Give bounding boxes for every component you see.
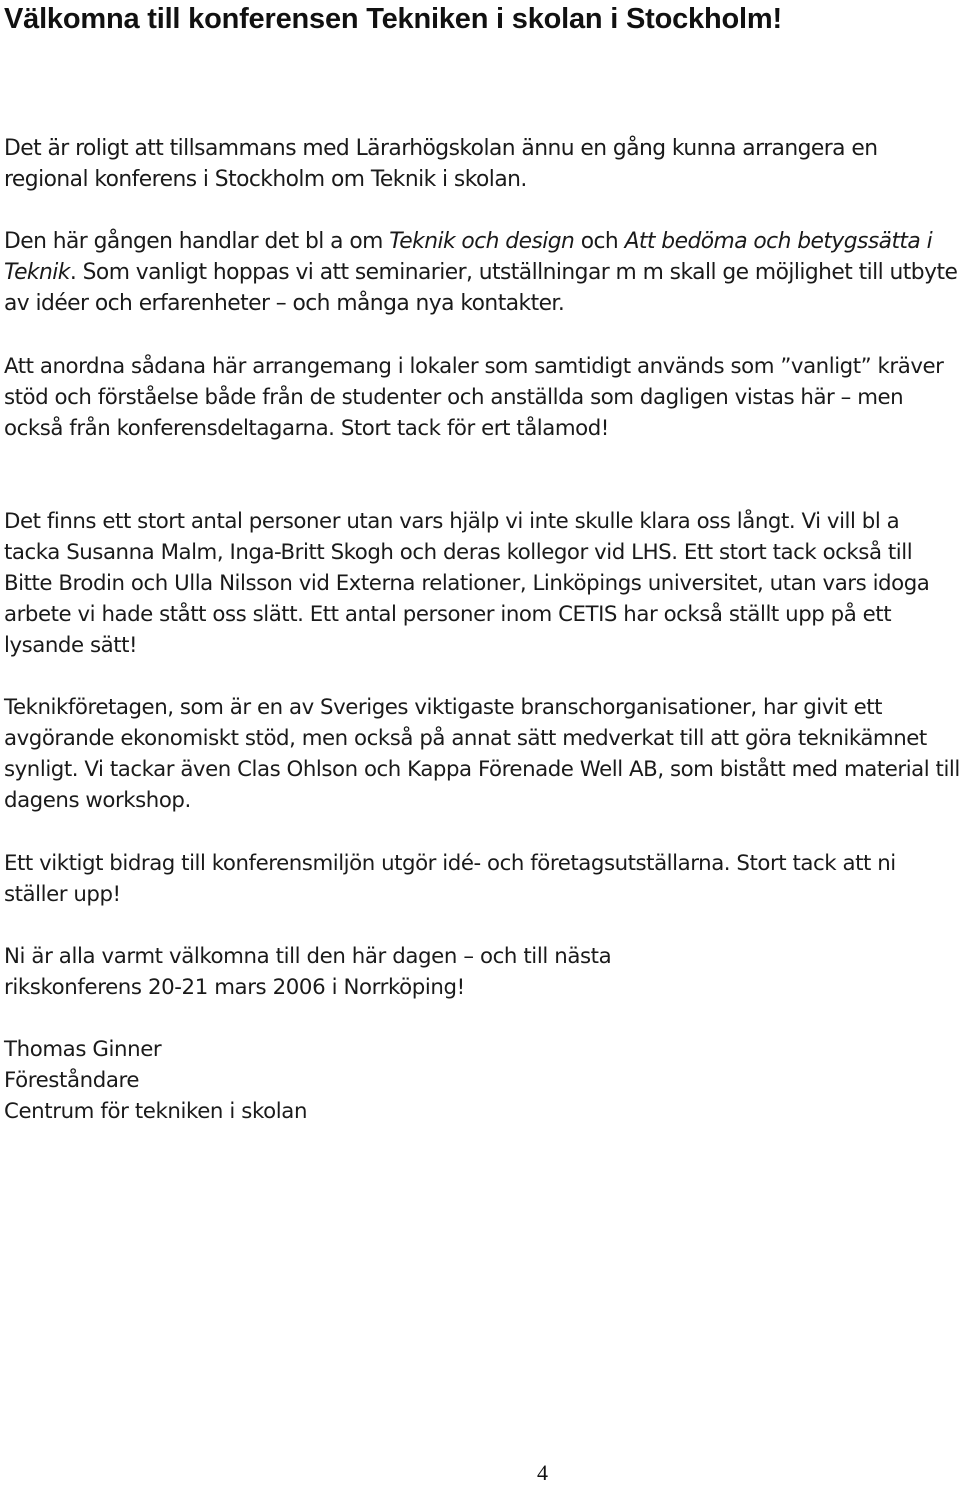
signature-role: Föreståndare [4,1068,140,1093]
paragraph-topics [4,226,960,319]
paragraph-welcome [4,941,611,1003]
paragraph-topics-text-a: Den här gången handlar det bl a om [4,229,390,254]
paragraph-venue: Att anordna sådana här arrangemang i lokaler som samtidigt används som ”vanligt” kräver stöd och förståelse både från de studenter och anställda som dagligen vistas här – men också från konferensdeltagarna. Stort tack för ert tålamod! [4,354,944,441]
paragraph-topics-text-e: . Som vanligt hoppas vi att seminarier, utställningar m m skall ge möjlighet till utbyte av idéer och erfarenheter – och många nya kontakter. [4,260,958,316]
page-number: 4 [537,1460,548,1485]
paragraph-thanks-people: Det finns ett stort antal personer utan vars hjälp vi inte skulle klara oss långt. Vi vill bl a tacka Susanna Malm, Inga-Britt Skogh och deras kollegor vid LHS. Ett stort tack också till Bitte Brodin och Ulla Nilsson vid Externa relationer, Linköpings universitet, utan vars idoga arbete vi hade stått oss slätt. Ett antal personer inom CETIS har också ställt upp på ett lysande sätt! [4,509,930,658]
paragraph-thanks-sponsors: Teknikföretagen, som är en av Sveriges viktigaste branschorganisationer, har givit ett avgörande ekonomiskt stöd, men också på annat sätt medverkat till att göra teknikämnet synligt. Vi tackar även Clas Ohlson och Kappa Förenade Well AB, som bistått med material till dagens workshop. [4,695,960,813]
signature-org: Centrum för tekniken i skolan [4,1099,308,1124]
signature-name: Thomas Ginner [4,1037,162,1062]
topic-att-bedoma: Att bedöma och betygssätta i Teknik [4,229,933,285]
page-title: Välkomna till konferensen Tekniken i skolan i Stockholm! [4,3,782,35]
paragraph-topics-text-c: och [574,229,625,254]
topic-teknik-och-design: Teknik och design [389,229,575,254]
signature-block [4,1034,307,1127]
welcome-line-1: Ni är alla varmt välkomna till den här dagen – och till nästa [4,944,612,969]
paragraph-exhibitors: Ett viktigt bidrag till konferensmiljön utgör idé- och företagsutställarna. Stort tack att ni ställer upp! [4,851,896,907]
paragraph-intro: Det är roligt att tillsammans med Lärarhögskolan ännu en gång kunna arrangera en regional konferens i Stockholm om Teknik i skolan. [4,136,878,192]
welcome-line-2: rikskonferens 20-21 mars 2006 i Norrköping! [4,975,465,1000]
